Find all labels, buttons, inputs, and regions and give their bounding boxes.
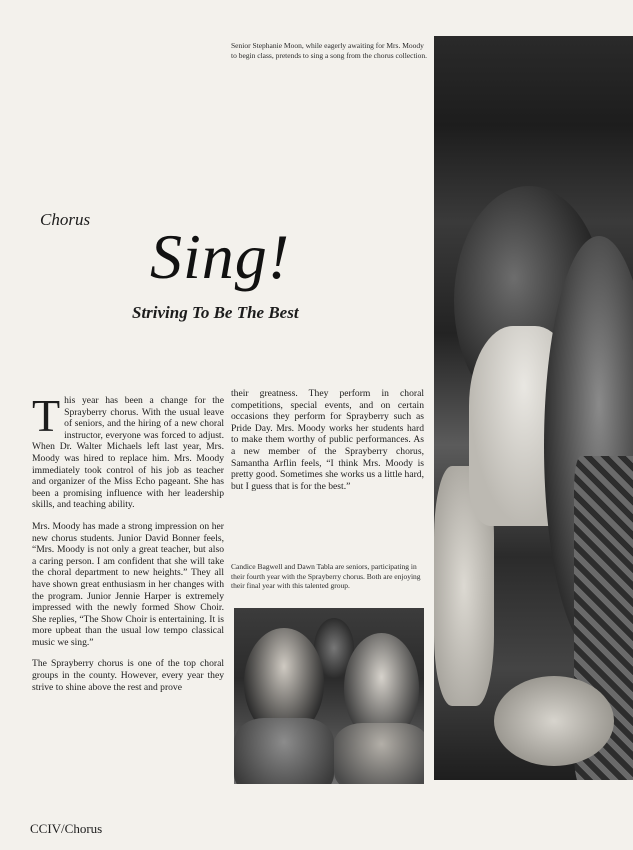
article-column-right: [231, 388, 424, 502]
paragraph: [32, 390, 224, 511]
section-label: Chorus: [40, 210, 91, 229]
photo-caption-middle: Candice Bagwell and Dawn Tabla are seniors, participating in their fourth year with the Sprayberry chorus. Both are enjoying their final year with this talented group.: [231, 562, 421, 590]
photo-stephanie-moon: [434, 36, 633, 780]
paragraph: The Sprayberry chorus is one of the top choral groups in the county. However, every year they strive to shine above the rest and prove: [32, 658, 224, 693]
paragraph-text: his year has been a change for the Sprayberry chorus. With the usual leave of seniors, and the hiring of a new choral instructor, everyone was forced to adjust. When Dr. Walter Michaels left last year, Mrs. Moody was hired to replace him. Mrs. Moody immediately took control of his job as teacher and organizer of the Miss Echo pageant. She has been a promising influence with her leadership skills, and teaching ability.: [32, 395, 224, 511]
drop-cap: T: [32, 390, 61, 441]
paragraph: Mrs. Moody has made a strong impression on her new chorus students. Junior David Bonner feels, “Mrs. Moody is not only a great teacher, but also a caring person. I am confident that she will take the choral department to new heights.” They all have shown great enthusiasm in her changes with the program. Junior Jennie Harper is extremely impressed with the newly formed Show Choir. She replies, “The Show Choir is entertaining. It is more upbeat than the usual low tempo classical music we sing.”: [32, 520, 224, 648]
page-title: Sing!: [150, 221, 291, 292]
paragraph: their greatness. They perform in choral competitions, special events, and on certain occasions they perform for Sprayberry such as Pride Day. Mrs. Moody works her students hard to make them worthy of public performances. As a new member of the Sprayberry chorus, Samantha Arflin feels, “I think Mrs. Moody is pretty good. Sometimes she works us a little hard, but I guess that is for the best.”: [231, 388, 424, 492]
photo-candice-dawn: [234, 608, 424, 784]
photo-caption-top: Senior Stephanie Moon, while eagerly awaiting for Mrs. Moody to begin class, pretends to sing a song from the chorus collection.: [231, 41, 427, 60]
page-folio: CCIV/Chorus: [30, 821, 103, 836]
article-column-left: [32, 390, 224, 703]
subtitle: Striving To Be The Best: [132, 303, 299, 322]
